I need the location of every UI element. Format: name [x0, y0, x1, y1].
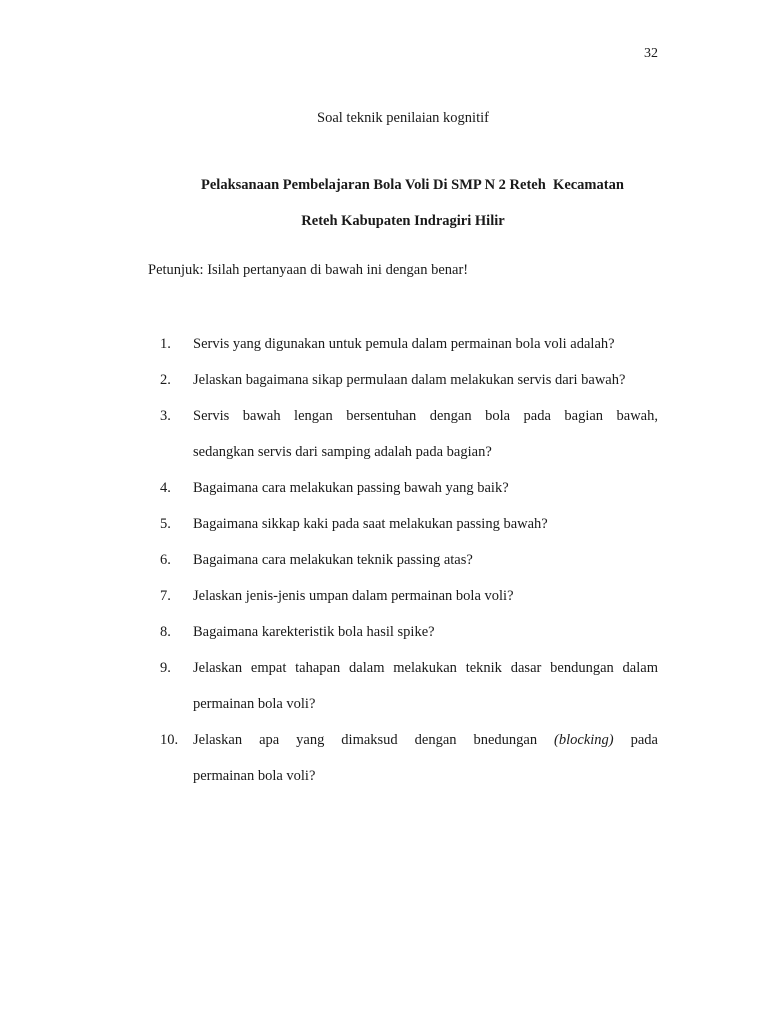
question-word: apa — [259, 732, 280, 748]
question-text-line-1: Jelaskan empat tahapan dalam melakukan teknik dasar bendungan dalam — [193, 660, 658, 676]
question-item — [160, 470, 658, 506]
question-item — [160, 614, 658, 650]
question-number: 1. — [160, 336, 171, 352]
question-number: 5. — [160, 516, 171, 532]
instruction-text: Petunjuk: Isilah pertanyaan di bawah ini dengan benar! — [148, 262, 469, 278]
question-text-line-1: Servis bawah lengan bersentuhan dengan bola pada bagian bawah, — [193, 408, 658, 424]
question-list — [160, 326, 658, 794]
question-number: 10. — [160, 732, 179, 748]
question-item — [160, 722, 658, 794]
title-line-2: Reteh Kabupaten Indragiri Hilir — [301, 213, 505, 229]
question-text: Bagaimana karekteristik bola hasil spike? — [193, 624, 435, 640]
question-word: bnedungan — [473, 732, 538, 748]
question-text: Jelaskan bagaimana sikap permulaan dalam melakukan servis dari bawah? — [193, 372, 626, 388]
question-number: 6. — [160, 552, 171, 568]
question-word: Jelaskan — [193, 732, 243, 748]
question-number: 3. — [160, 408, 171, 424]
question-item — [160, 398, 658, 470]
question-word: pada — [630, 732, 658, 748]
title-line-1: Pelaksanaan Pembelajaran Bola Voli Di SMP N 2 Reteh Kecamatan — [201, 177, 624, 193]
question-word-italic: (blocking) — [554, 732, 614, 748]
question-item — [160, 650, 658, 722]
question-text-line-2: permainan bola voli? — [193, 696, 316, 712]
question-item — [160, 326, 658, 362]
question-word: yang — [296, 732, 325, 748]
question-item — [160, 542, 658, 578]
question-item — [160, 362, 658, 398]
question-number: 7. — [160, 588, 171, 604]
question-text-line-1 — [193, 722, 658, 758]
question-word: dengan — [414, 732, 457, 748]
question-text: Bagaimana cara melakukan teknik passing atas? — [193, 552, 473, 568]
question-item — [160, 578, 658, 614]
question-word: dimaksud — [341, 732, 398, 748]
question-number: 2. — [160, 372, 171, 388]
question-item — [160, 506, 658, 542]
question-number: 9. — [160, 660, 171, 676]
question-text: Servis yang digunakan untuk pemula dalam permainan bola voli adalah? — [193, 336, 615, 352]
question-number: 4. — [160, 480, 171, 496]
question-number: 8. — [160, 624, 171, 640]
question-text-line-2: sedangkan servis dari samping adalah pada bagian? — [193, 444, 492, 460]
question-text: Bagaimana cara melakukan passing bawah yang baik? — [193, 480, 509, 496]
document-heading: Soal teknik penilaian kognitif — [317, 110, 489, 126]
question-text-line-2: permainan bola voli? — [193, 768, 316, 784]
question-text: Jelaskan jenis-jenis umpan dalam permainan bola voli? — [193, 588, 514, 604]
page-number: 32 — [644, 46, 658, 61]
question-text: Bagaimana sikkap kaki pada saat melakukan passing bawah? — [193, 516, 548, 532]
